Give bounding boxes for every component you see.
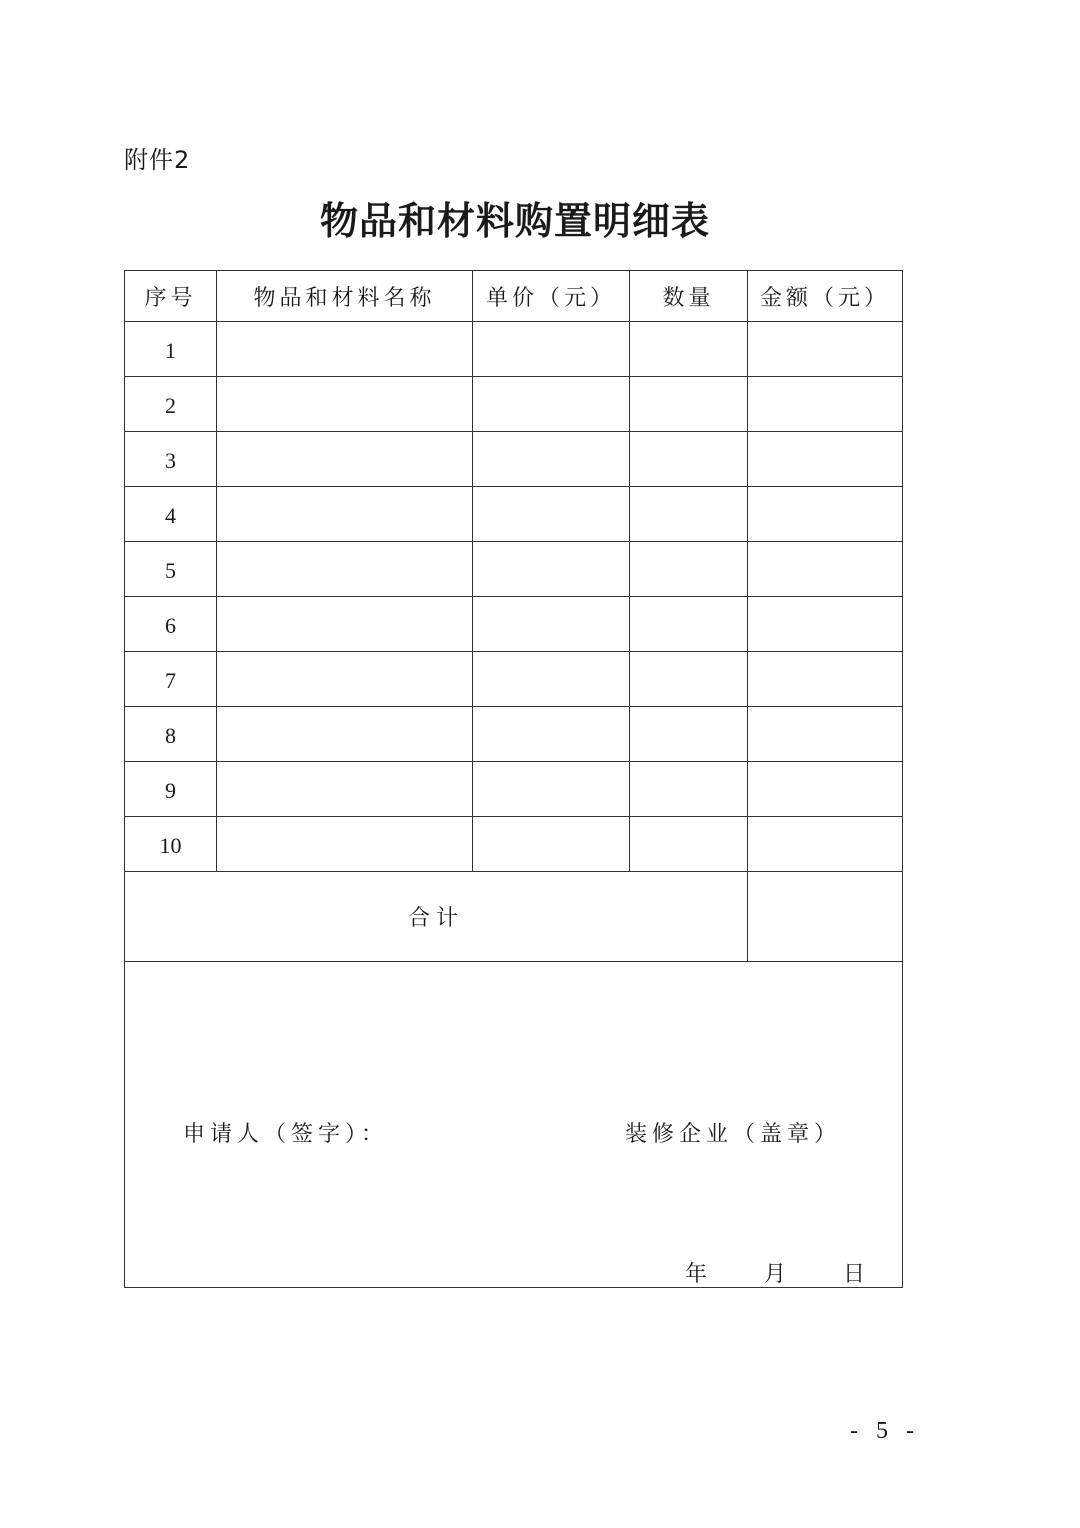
unit-price-cell[interactable] <box>473 542 630 597</box>
date-line <box>685 1257 865 1288</box>
unit-price-cell[interactable] <box>473 762 630 817</box>
header-serial: 序号 <box>125 271 217 322</box>
amount-cell[interactable] <box>748 707 903 762</box>
amount-cell[interactable] <box>748 377 903 432</box>
total-amount-cell[interactable] <box>748 872 903 962</box>
unit-price-cell[interactable] <box>473 487 630 542</box>
item-name-cell[interactable] <box>217 652 473 707</box>
quantity-cell[interactable] <box>630 817 748 872</box>
purchase-detail-table <box>124 270 903 1288</box>
company-seal-label: 装修企业（盖章） <box>625 1122 842 1147</box>
quantity-cell[interactable] <box>630 542 748 597</box>
item-name-cell[interactable] <box>217 377 473 432</box>
header-unit-price: 单价（元） <box>473 271 630 322</box>
quantity-cell[interactable] <box>630 707 748 762</box>
item-name-cell[interactable] <box>217 707 473 762</box>
attachment-label: 附件2 <box>124 146 191 174</box>
year-label: 年 <box>685 1262 708 1287</box>
amount-cell[interactable] <box>748 762 903 817</box>
unit-price-cell[interactable] <box>473 652 630 707</box>
item-name-cell[interactable] <box>217 322 473 377</box>
quantity-cell[interactable] <box>630 377 748 432</box>
signature-row <box>125 962 903 1288</box>
unit-price-cell[interactable] <box>473 432 630 487</box>
unit-price-cell[interactable] <box>473 322 630 377</box>
amount-cell[interactable] <box>748 432 903 487</box>
document-title: 物品和材料购置明细表 <box>319 198 710 243</box>
table-row <box>125 597 903 652</box>
quantity-cell[interactable] <box>630 487 748 542</box>
row-serial: 3 <box>125 432 217 487</box>
amount-cell[interactable] <box>748 817 903 872</box>
amount-cell[interactable] <box>748 542 903 597</box>
row-serial: 6 <box>125 597 217 652</box>
quantity-cell[interactable] <box>630 762 748 817</box>
month-label: 月 <box>764 1262 787 1287</box>
applicant-signature-label: 申请人（签字）： <box>183 1122 389 1147</box>
table-row <box>125 652 903 707</box>
day-label: 日 <box>843 1262 866 1287</box>
header-amount: 金额（元） <box>748 271 903 322</box>
row-serial: 4 <box>125 487 217 542</box>
row-serial: 7 <box>125 652 217 707</box>
table-row <box>125 487 903 542</box>
quantity-cell[interactable] <box>630 432 748 487</box>
header-item-name: 物品和材料名称 <box>217 271 473 322</box>
signature-cell <box>125 962 903 1288</box>
unit-price-cell[interactable] <box>473 377 630 432</box>
header-quantity: 数量 <box>630 271 748 322</box>
table-header-row <box>125 271 903 322</box>
row-serial: 8 <box>125 707 217 762</box>
unit-price-cell[interactable] <box>473 597 630 652</box>
amount-cell[interactable] <box>748 652 903 707</box>
amount-cell[interactable] <box>748 487 903 542</box>
table-row <box>125 377 903 432</box>
amount-cell[interactable] <box>748 322 903 377</box>
item-name-cell[interactable] <box>217 487 473 542</box>
quantity-cell[interactable] <box>630 652 748 707</box>
table-row <box>125 762 903 817</box>
row-serial: 9 <box>125 762 217 817</box>
table-row <box>125 432 903 487</box>
item-name-cell[interactable] <box>217 542 473 597</box>
item-name-cell[interactable] <box>217 817 473 872</box>
table-row <box>125 322 903 377</box>
item-name-cell[interactable] <box>217 762 473 817</box>
table-row <box>125 542 903 597</box>
unit-price-cell[interactable] <box>473 707 630 762</box>
quantity-cell[interactable] <box>630 322 748 377</box>
row-serial: 1 <box>125 322 217 377</box>
total-row <box>125 872 903 962</box>
page-number: - 5 - <box>850 1418 920 1444</box>
row-serial: 10 <box>125 817 217 872</box>
quantity-cell[interactable] <box>630 597 748 652</box>
amount-cell[interactable] <box>748 597 903 652</box>
row-serial: 5 <box>125 542 217 597</box>
row-serial: 2 <box>125 377 217 432</box>
total-label: 合计 <box>125 872 748 962</box>
table-row <box>125 817 903 872</box>
item-name-cell[interactable] <box>217 597 473 652</box>
unit-price-cell[interactable] <box>473 817 630 872</box>
table-row <box>125 707 903 762</box>
item-name-cell[interactable] <box>217 432 473 487</box>
